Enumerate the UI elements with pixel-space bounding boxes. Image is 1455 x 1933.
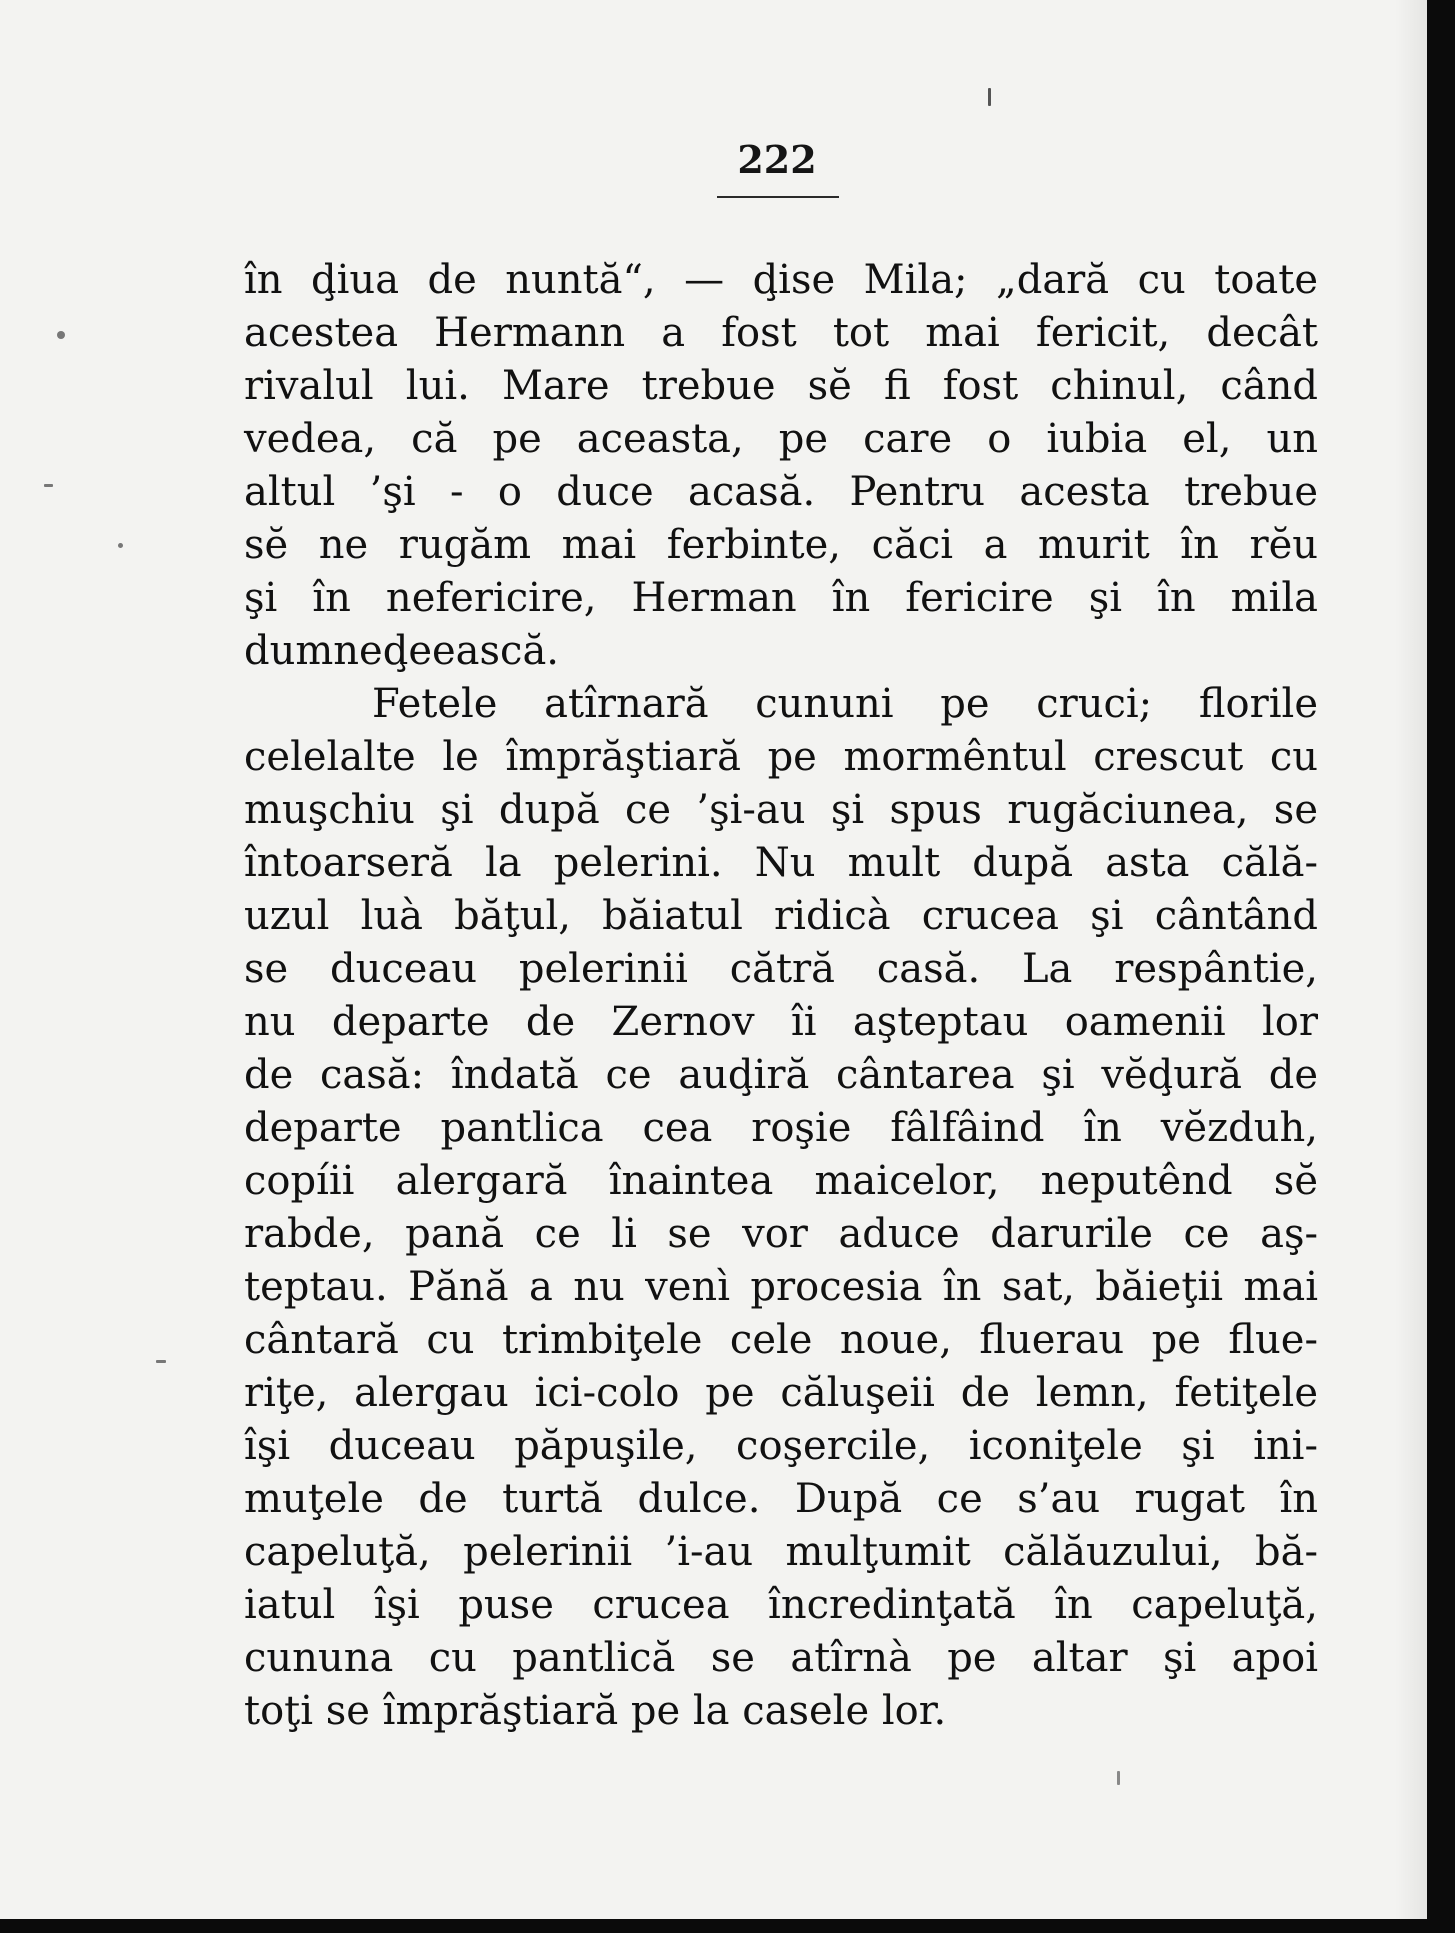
text-line: şi în nefericire, Herman în fericire şi în mila <box>244 575 1318 621</box>
scan-speck <box>118 543 123 548</box>
text-line: cântară cu trimbiţele cele noue, fluerau pe flue- <box>244 1317 1318 1363</box>
scan-speck <box>57 331 65 339</box>
text-line: dumneḑeească. <box>244 628 560 674</box>
body-text <box>244 254 1318 1738</box>
text-line: capeluţă, pelerinii ’i-au mulţumit călăuzului, bă- <box>244 1529 1318 1575</box>
text-line: cununa cu pantlică se atîrnà pe altar şi apoi <box>244 1635 1318 1681</box>
text-line: vedea, că pe aceasta, pe care o iubia el, un <box>244 416 1318 462</box>
text-line: celelalte le împrăştiară pe mormêntul crescut cu <box>244 734 1318 780</box>
text-line: departe pantlica cea roşie fâlfâind în vĕzduh, <box>244 1105 1318 1151</box>
text-line: uzul luà băţul, băiatul ridicà crucea şi cântând <box>244 893 1318 939</box>
scan-speck <box>156 1360 166 1363</box>
text-line: sĕ ne rugăm mai ferbinte, căci a murit în rĕu <box>244 522 1318 568</box>
text-line: muşchiu şi după ce ’şi-au şi spus rugăciunea, se <box>244 787 1318 833</box>
text-line: în ḑiua de nuntă“, — ḑise Mila; „dară cu toate <box>244 257 1318 303</box>
text-line: se duceau pelerinii cătră casă. La respântie, <box>244 946 1318 992</box>
text-line: toţi se împrăştiară pe la casele lor. <box>244 1688 947 1734</box>
text-line: muţele de turtă dulce. După ce s’au rugat în <box>244 1476 1318 1522</box>
text-line: Fetele atîrnară cununi pe cruci; florile <box>372 681 1318 727</box>
page-number: 222 <box>737 137 817 182</box>
text-line: teptau. Pănă a nu venì procesia în sat, băieţii mai <box>244 1264 1318 1310</box>
scan-speck <box>44 484 53 487</box>
text-line: iatul îşi puse crucea încredinţată în capeluţă, <box>244 1582 1318 1628</box>
text-line: nu departe de Zernov îi aşteptau oamenii lor <box>244 999 1318 1045</box>
text-line: rabde, pană ce li se vor aduce darurile ce aş- <box>244 1211 1318 1257</box>
page-number-rule <box>717 196 839 198</box>
scan-speck <box>1117 1771 1120 1785</box>
paragraph-2 <box>244 678 1318 1738</box>
text-line: rivalul lui. Mare trebue sĕ fi fost chinul, când <box>244 363 1318 409</box>
paragraph-1 <box>244 254 1318 678</box>
text-line: acestea Hermann a fost tot mai fericit, decât <box>244 310 1318 356</box>
scan-speck <box>988 88 991 106</box>
text-line: altul ’şi - o duce acasă. Pentru acesta trebue <box>244 469 1318 515</box>
text-line: copíii alergară înaintea maicelor, neputênd sĕ <box>244 1158 1318 1204</box>
text-line: îşi duceau păpuşile, coşercile, iconiţele şi ini- <box>244 1423 1318 1469</box>
page-edge-shadow <box>1395 0 1427 1919</box>
text-line: întoarseră la pelerini. Nu mult după asta călă- <box>244 840 1318 886</box>
text-line: de casă: îndată ce auḑiră cântarea şi vĕḑură de <box>244 1052 1318 1098</box>
text-line: riţe, alergau ici-colo pe căluşeii de lemn, fetiţele <box>244 1370 1318 1416</box>
